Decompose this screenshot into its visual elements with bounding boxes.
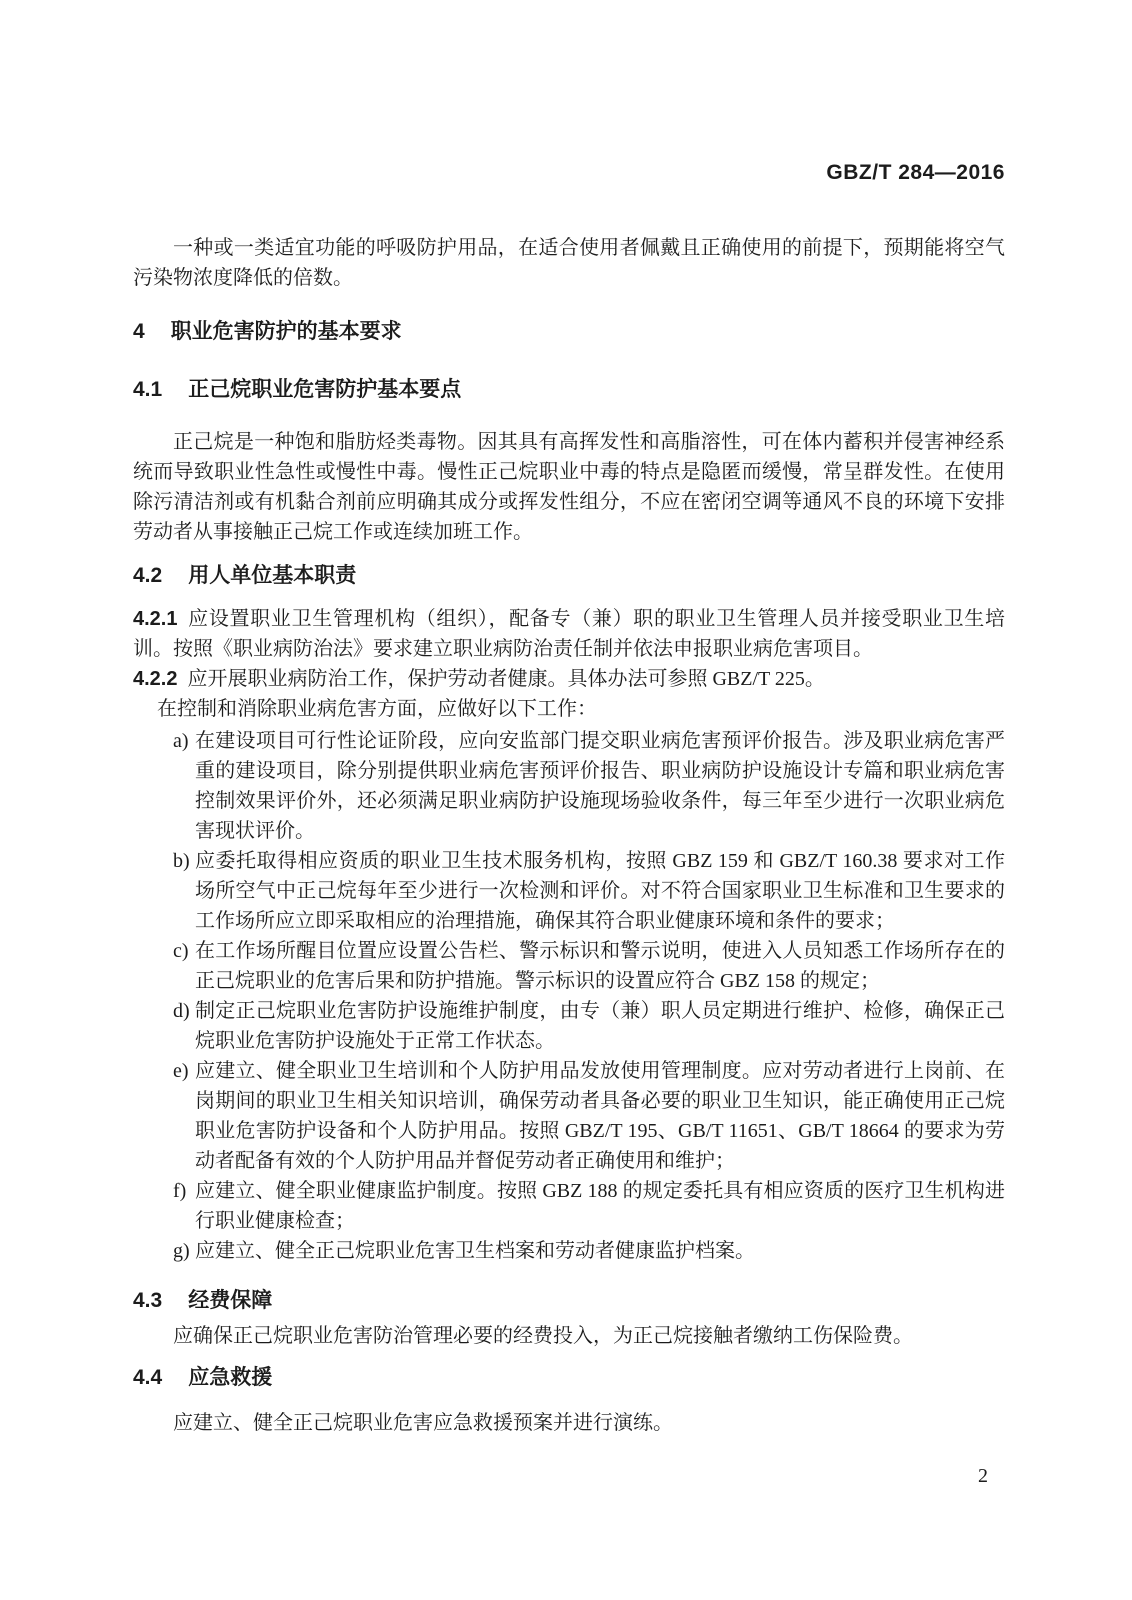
list-item-text: 应建立、健全正己烷职业危害卫生档案和劳动者健康监护档案。 [195, 1240, 755, 1262]
list-item-label: g) [173, 1240, 190, 1262]
page-number: 2 [978, 1465, 988, 1487]
list-item-text: 制定正己烷职业危害防护设施维护制度，由专（兼）职人员定期进行维护、检修，确保正己烷职业危害防护设施处于正常工作状态。 [195, 1000, 1005, 1052]
heading-number: 4.3 [133, 1289, 163, 1312]
list-item-text: 在工作场所醒目位置应设置公告栏、警示标识和警示说明，使进入人员知悉工作场所存在的正己烷职业的危害后果和防护措施。警示标识的设置应符合 GBZ 158 的规定； [195, 940, 1005, 992]
section-heading-4 [133, 317, 1005, 347]
list-item-label: b) [173, 850, 190, 872]
list-item-f [133, 1176, 1005, 1236]
list-item-label: e) [173, 1060, 189, 1082]
heading-title: 职业危害防护的基本要求 [170, 320, 402, 343]
intro-paragraph: 一种或一类适宜功能的呼吸防护用品，在适合使用者佩戴且正确使用的前提下，预期能将空气污染物浓度降低的倍数。 [133, 237, 1005, 289]
list-item-text: 应建立、健全职业卫生培训和个人防护用品发放使用管理制度。应对劳动者进行上岗前、在岗期间的职业卫生相关知识培训，确保劳动者具备必要的职业卫生知识，能正确使用正己烷职业危害防护设备和个人防护用品。按照 GBZ/T 195、GB/T 11651、GB/T 18664 的要求为劳动者配备有效的个人防护用品并督促劳动者正确使用和维护； [195, 1060, 1005, 1172]
list-lead-in: 在控制和消除职业病危害方面，应做好以下工作： [157, 698, 597, 720]
paragraph-4-3: 应确保正己烷职业危害防治管理必要的经费投入，为正己烷接触者缴纳工伤保险费。 [173, 1325, 913, 1347]
paragraph-4-4: 应建立、健全正己烷职业危害应急救援预案并进行演练。 [173, 1412, 673, 1434]
clause-text: 应设置职业卫生管理机构（组织），配备专（兼）职的职业卫生管理人员并接受职业卫生培训。按照《职业病防治法》要求建立职业病防治责任制并依法申报职业病危害项目。 [133, 608, 1005, 660]
heading-title: 用人单位基本职责 [188, 564, 357, 587]
heading-number: 4.4 [133, 1366, 163, 1389]
clause-text: 应开展职业病防治工作，保护劳动者健康。具体办法可参照 GBZ/T 225。 [187, 668, 825, 690]
list-item-c [133, 936, 1005, 996]
list-item-label: f) [173, 1180, 187, 1202]
list-item-label: d) [173, 1000, 190, 1022]
list-item-g [133, 1236, 1005, 1266]
list-item-text: 应委托取得相应资质的职业卫生技术服务机构，按照 GBZ 159 和 GBZ/T 160.38 要求对工作场所空气中正己烷每年至少进行一次检测和评价。对不符合国家职业卫生标准和卫生要求的工作场所应立即采取相应的治理措施，确保其符合职业健康环境和条件的要求； [195, 850, 1005, 932]
clause-number: 4.2.1 [133, 608, 178, 630]
clause-4-2-1 [133, 604, 1005, 664]
list-item-e [133, 1056, 1005, 1176]
list-item-text: 在建设项目可行性论证阶段，应向安监部门提交职业病危害预评价报告。涉及职业病危害严重的建设项目，除分别提供职业病危害预评价报告、职业病防护设施设计专篇和职业病危害控制效果评价外，还必须满足职业病防护设施现场验收条件，每三年至少进行一次职业病危害现状评价。 [195, 730, 1005, 842]
list-item-b [133, 846, 1005, 936]
list-item-d [133, 996, 1005, 1056]
list-item-a [133, 726, 1005, 846]
heading-number: 4.1 [133, 378, 163, 401]
heading-title: 应急救援 [188, 1366, 273, 1389]
heading-title: 经费保障 [188, 1289, 273, 1312]
list-item-label: c) [173, 940, 189, 962]
standard-number: GBZ/T 284—2016 [826, 161, 1005, 184]
clause-4-2-2 [133, 664, 1005, 694]
heading-title: 正己烷职业危害防护基本要点 [188, 378, 462, 401]
paragraph-4-1: 正己烷是一种饱和脂肪烃类毒物。因其具有高挥发性和高脂溶性，可在体内蓄积并侵害神经系统而导致职业性急性或慢性中毒。慢性正己烷职业中毒的特点是隐匿而缓慢，常呈群发性。在使用除污清洁剂或有机黏合剂前应明确其成分或挥发性组分，不应在密闭空调等通风不良的环境下安排劳动者从事接触正己烷工作或连续加班工作。 [133, 431, 1005, 543]
hazard-control-list [133, 726, 1005, 1266]
section-heading-4-3 [133, 1286, 1005, 1316]
list-item-text: 应建立、健全职业健康监护制度。按照 GBZ 188 的规定委托具有相应资质的医疗卫生机构进行职业健康检查； [195, 1180, 1005, 1232]
section-heading-4-2 [133, 561, 1005, 591]
section-heading-4-1 [133, 375, 1005, 405]
heading-number: 4 [133, 320, 145, 343]
list-item-label: a) [173, 730, 189, 752]
section-heading-4-4 [133, 1363, 1005, 1393]
clause-number: 4.2.2 [133, 668, 178, 690]
heading-number: 4.2 [133, 564, 163, 587]
